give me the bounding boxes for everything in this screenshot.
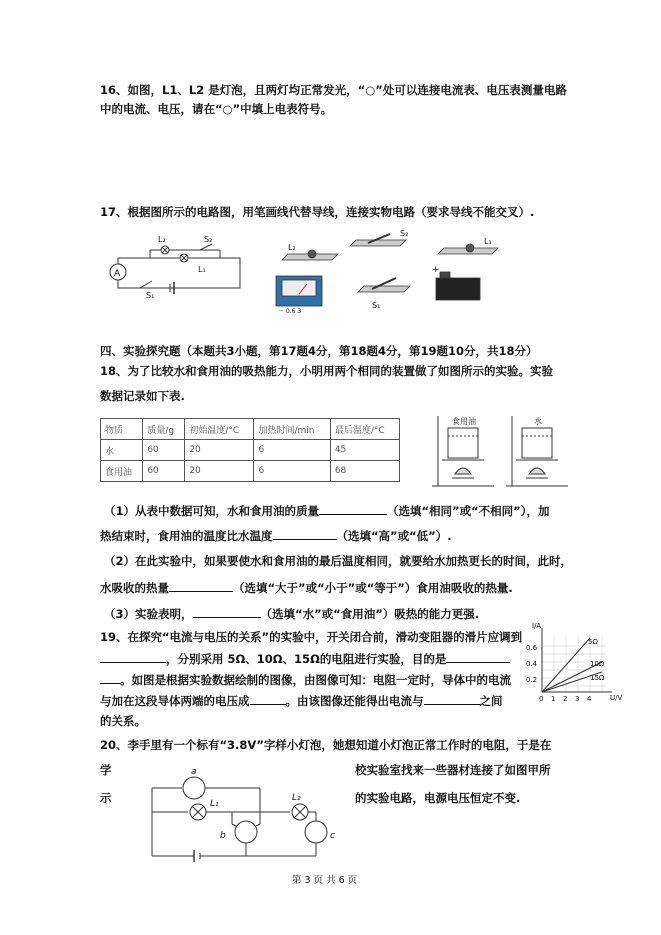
- graph-x-tick: 1: [551, 695, 556, 703]
- q19-line2: [100, 650, 510, 667]
- section4-title: 四、实验探究题（本题共3小题，第17题4分，第18题4分，第19题10分，共18分）: [100, 344, 538, 358]
- q18-heating-apparatus: [428, 412, 578, 490]
- answer-blank[interactable]: [273, 527, 337, 540]
- q18-oil-label: 食用油: [452, 417, 476, 426]
- q20-l1-label: L₁: [210, 799, 219, 809]
- q19-line4: [100, 692, 503, 709]
- q19-line3: [100, 671, 511, 688]
- q20-line3-right: 的实验电路，电源电压恒定不变.: [355, 791, 521, 805]
- table-row: [101, 461, 400, 482]
- q17-ammeter-label: A: [114, 269, 121, 279]
- table-cell: 60: [143, 461, 185, 482]
- answer-blank[interactable]: [193, 605, 261, 618]
- q17-device-s2-label: S₂: [400, 229, 409, 238]
- q19-iu-graph: [524, 622, 624, 704]
- q20-line2-left: 学: [100, 763, 112, 777]
- page-footer: 第 3 页 共 6 页: [292, 875, 358, 886]
- table-row: [101, 440, 400, 461]
- q20-line2-right: 校实验室找来一些器材连接了如图甲所: [355, 763, 551, 777]
- table-cell: 20: [185, 461, 254, 482]
- q17-ammeter-terminals: － 0.6 3: [278, 308, 302, 315]
- q16-line1: 16、如图，L1、L2 是灯泡，且两灯均正常发光，“○”处可以连接电流表、电压表测量电路: [100, 83, 567, 97]
- graph-y-tick: 0.6: [526, 644, 538, 652]
- q20-circuit-diagram: [148, 766, 338, 866]
- q18-p1-text-c: 热结束时，食用油的温度比水温度: [100, 529, 273, 543]
- q17-line1: 17、根据图所示的电路图，用笔画线代替导线，连接实物电路（要求导线不能交叉）.: [100, 205, 535, 219]
- graph-line-label: 5Ω: [588, 638, 598, 646]
- table-cell: 68: [330, 461, 399, 482]
- table-cell: 水: [101, 440, 143, 461]
- q18-data-table: [100, 418, 400, 482]
- q17-circuit-diagram: [100, 232, 250, 300]
- graph-x-unit: U/V: [610, 694, 623, 702]
- q19-text-l4b: 。由该图像还能得出电流与: [285, 694, 424, 708]
- q19-text-l4a: 与加在这段导体两端的电压成: [100, 694, 250, 708]
- answer-blank[interactable]: [100, 650, 166, 663]
- graph-x-tick: 2: [563, 695, 568, 703]
- q18-p2-text-b: 水吸收的热量: [100, 581, 169, 595]
- q18-p1-text-d: （选填“高”或“低”）.: [336, 529, 452, 543]
- graph-line-label: 10Ω: [590, 660, 605, 668]
- q17-battery-plus: +: [432, 265, 440, 275]
- answer-blank[interactable]: [100, 671, 120, 684]
- q19-text-l4c: 之间: [479, 694, 503, 708]
- q17-device-s1-label: S₁: [372, 301, 381, 310]
- q18-p3-text-a: （3）实验表明，: [104, 607, 193, 621]
- q20-line3-left: 示: [100, 791, 112, 805]
- q17-s1-label: S₁: [146, 291, 155, 300]
- graph-y-tick: 0.2: [526, 676, 538, 684]
- q18-p2-line1: （2）在此实验中，如果要使水和食用油的最后温度相同，就要给水加热更长的时间，此时，: [104, 554, 572, 568]
- q18-p2-text-c: （选填“大于”或“小于”或“等于”）食用油吸收的热量.: [233, 581, 513, 595]
- answer-blank[interactable]: [319, 502, 387, 515]
- answer-blank[interactable]: [169, 579, 233, 592]
- graph-x-tick: 3: [575, 695, 580, 703]
- table-cell: 45: [330, 440, 399, 461]
- q18-p1-text-b: （选填“相同”或“不相同”），加: [387, 504, 550, 518]
- q20-l2-label: L₂: [292, 793, 301, 803]
- table-header-cell: 最后温度/°C: [330, 419, 399, 440]
- q17-physical-devices: [272, 226, 512, 315]
- graph-y-unit: I/A: [532, 622, 542, 630]
- q17-device-l2-label: L₂: [288, 243, 296, 252]
- q18-line1: 18、为了比较水和食用油的吸热能力，小明用两个相同的装置做了如图所示的实验。实验: [100, 364, 553, 378]
- q18-p3-line: [104, 605, 479, 622]
- q20-meter-b-label: b: [220, 831, 226, 841]
- q20-meter-a-label: a: [191, 767, 197, 777]
- q17-l1-label: L₁: [198, 265, 206, 274]
- q19-line5: 的关系。: [100, 714, 146, 728]
- graph-y-tick: 0.4: [526, 660, 538, 668]
- answer-blank[interactable]: [446, 650, 510, 663]
- q18-water-label: 水: [534, 417, 542, 426]
- q17-l2-label: L₂: [158, 235, 166, 244]
- q17-s2-label: S₂: [204, 235, 213, 244]
- table-header-cell: 加热时间/min: [254, 419, 330, 440]
- table-cell: 6: [254, 440, 330, 461]
- q19-text-l2: ，分别采用 5Ω、10Ω、15Ω的电阻进行实验，目的是: [166, 652, 447, 666]
- q18-p3-text-b: （选填“水”或“食用油”）吸热的能力更强.: [260, 607, 480, 621]
- answer-blank[interactable]: [424, 692, 480, 705]
- answer-blank[interactable]: [250, 692, 286, 705]
- graph-x-tick: 0: [539, 695, 544, 703]
- graph-x-tick: 4: [587, 695, 592, 703]
- q17-device-l1-label: L₁: [484, 237, 492, 246]
- q20-line1: 20、李手里有一个标有“3.8V”字样小灯泡，她想知道小灯泡正常工作时的电阻，于是在: [100, 738, 552, 752]
- q20-meter-c-label: c: [330, 831, 335, 841]
- q18-p2-line2: [100, 579, 513, 596]
- q18-line2: 数据记录如下表.: [100, 389, 185, 403]
- table-header-cell: 初始温度/°C: [185, 419, 254, 440]
- table-header-cell: 质量/g: [143, 419, 185, 440]
- table-header-row: [101, 419, 400, 440]
- table-cell: 食用油: [101, 461, 143, 482]
- table-cell: 20: [185, 440, 254, 461]
- q18-p1-text-a: （1）从表中数据可知，水和食用油的质量: [104, 504, 319, 518]
- q18-p1-line2: [100, 527, 452, 544]
- q16-line2: 中的电流、电压，请在“○”中填上电表符号。: [100, 102, 333, 116]
- q19-line1: 19、在探究“电流与电压的关系”的实验中，开关闭合前，滑动变阻器的滑片应调到: [100, 630, 523, 644]
- table-cell: 60: [143, 440, 185, 461]
- q19-text-l3: 。如图是根据实验数据绘制的图像，由图像可知：电阻一定时，导体中的电流: [120, 673, 511, 687]
- q18-p1-line1: [104, 502, 549, 519]
- graph-line-label: 15Ω: [590, 674, 605, 682]
- table-header-cell: 物质: [101, 419, 143, 440]
- table-cell: 6: [254, 461, 330, 482]
